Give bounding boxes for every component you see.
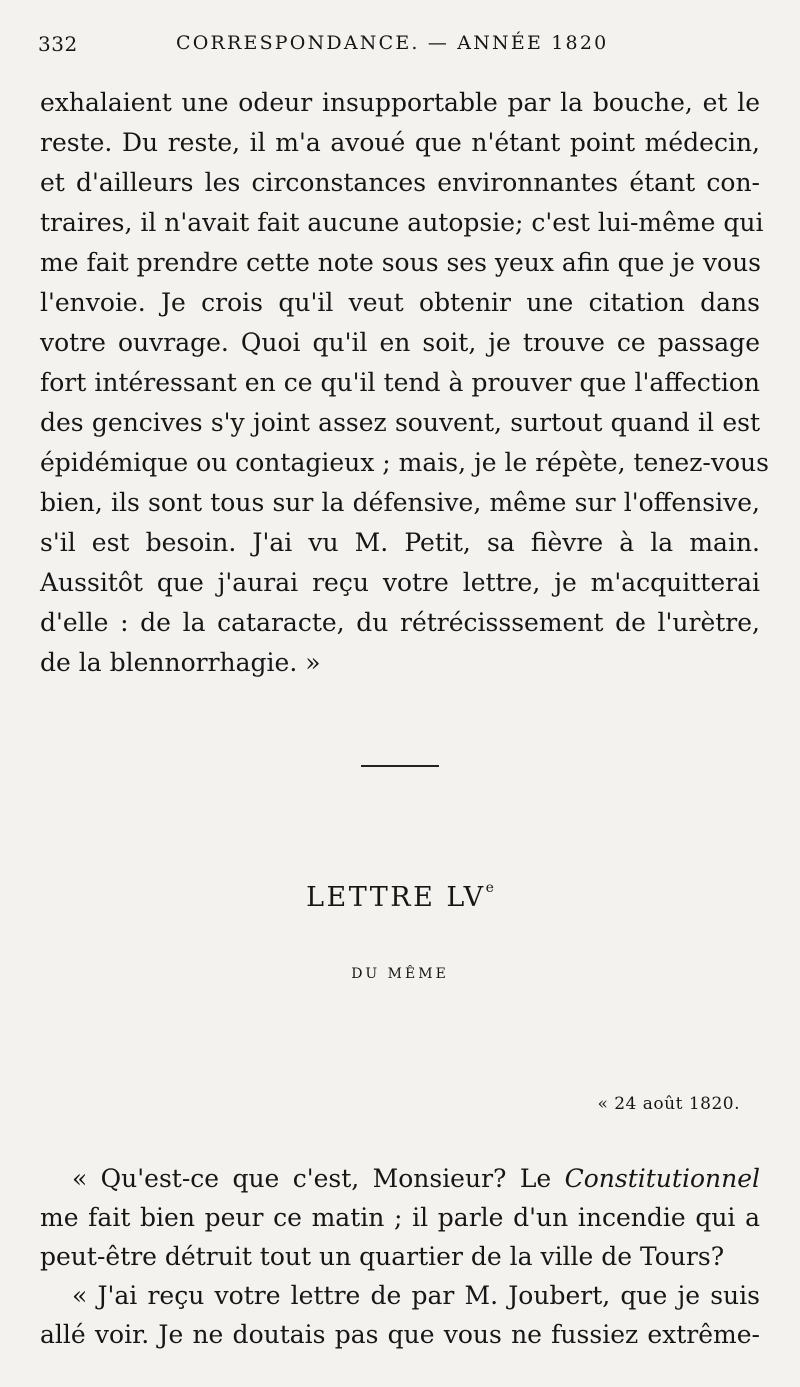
text-line: exhalaient une odeur insupportable par la bouche, et le — [40, 88, 760, 117]
running-header — [36, 32, 760, 64]
letter-title-text: LETTRE LV — [306, 882, 486, 913]
text-line: s'il est besoin. J'ai vu M. Petit, sa fièvre à la main. — [40, 528, 760, 557]
letter-subtitle: DU MÊME — [351, 966, 449, 982]
text-line: reste. Du reste, il m'a avoué que n'étant point médecin, — [40, 128, 760, 157]
text-line: de la blennorrhagie. » — [40, 648, 321, 677]
text-line: des gencives s'y joint assez souvent, surtout quand il est — [40, 408, 760, 437]
text-line-start: « Qu'est-ce que c'est, Monsieur? Le — [72, 1164, 565, 1193]
running-title: CORRESPONDANCE. — ANNÉE 1820 — [176, 32, 609, 54]
text-line: traires, il n'avait fait aucune autopsie; c'est lui-même qui — [40, 208, 764, 237]
text-line: me fait bien peur ce matin ; il parle d'un incendie qui a — [40, 1203, 760, 1232]
continued-letter-text — [40, 83, 769, 683]
page-number: 332 — [38, 32, 78, 56]
text-line: allé voir. Je ne doutais pas que vous ne fussiez extrême- — [40, 1320, 760, 1349]
letter-date: « 24 août 1820. — [597, 1094, 740, 1114]
text-line: « J'ai reçu votre lettre de par M. Joubert, que je suis — [72, 1281, 760, 1310]
text-line: votre ouvrage. Quoi qu'il en soit, je trouve ce passage — [40, 328, 760, 357]
text-line: bien, ils sont tous sur la défensive, même sur l'offensive, — [40, 488, 760, 517]
letter-title — [0, 882, 800, 913]
text-line: et d'ailleurs les circonstances environnantes étant con- — [40, 168, 760, 197]
letter-title-superscript: e — [485, 880, 494, 896]
text-line: l'envoie. Je crois qu'il veut obtenir une citation dans — [40, 288, 760, 317]
newspaper-title: Constitutionnel — [564, 1164, 760, 1193]
text-line: Aussitôt que j'aurai reçu votre lettre, je m'acquitterai — [40, 568, 760, 597]
text-line: d'elle : de la cataracte, du rétrécisssement de l'urètre, — [40, 608, 760, 637]
letter-body — [40, 1159, 760, 1354]
text-line: épidémique ou contagieux ; mais, je le répète, tenez-vous — [40, 448, 769, 477]
text-line: peut-être détruit tout un quartier de la ville de Tours? — [40, 1242, 725, 1271]
text-line: me fait prendre cette note sous ses yeux afin que je vous — [40, 248, 762, 277]
text-line — [40, 1159, 760, 1198]
text-line: fort intéressant en ce qu'il tend à prouver que l'affection — [40, 368, 760, 397]
section-divider — [361, 765, 439, 767]
